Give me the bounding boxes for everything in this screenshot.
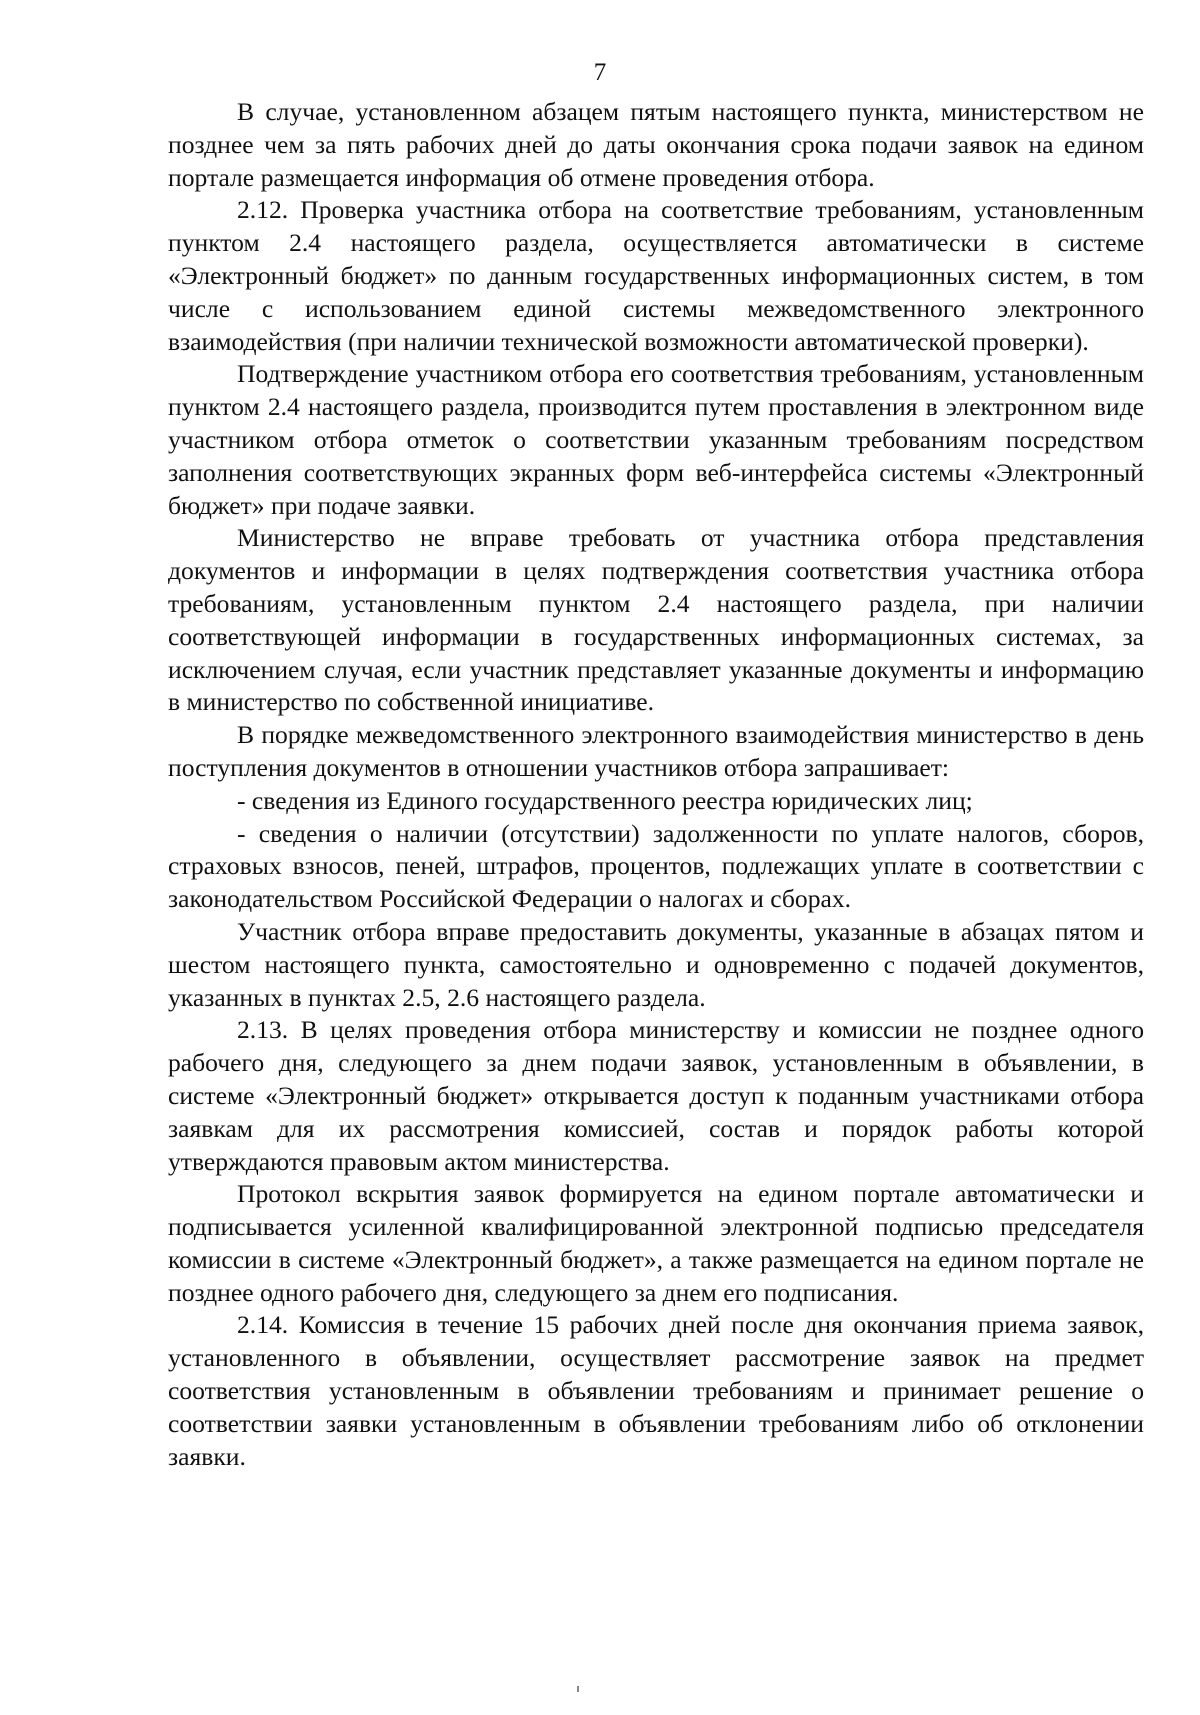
paragraph-2-14: 2.14. Комиссия в течение 15 рабочих дней после дня окончания приема заявок, установленного в объявлении, осуществляет рассмотрение заявок на предмет соответствия установленным в объявлении требованиям и принимает решение о соответствии заявки установленным в объявлении требованиям либо об отклонении заявки.	[168, 1310, 1144, 1471]
paragraph-2-12: 2.12. Проверка участника отбора на соответствие требованиям, установленным пунктом 2.4 настоящего раздела, осуществляется автоматически в системе «Электронный бюджет» по данным государственных информационных систем, в том числе с использованием единой системы межведомственного электронного взаимодействия (при наличии технической возможности автоматической проверки).	[168, 195, 1144, 356]
paragraph-2-13: 2.13. В целях проведения отбора министерству и комиссии не позднее одного рабочего дня, следующего за днем подачи заявок, установленным в объявлении, в системе «Электронный бюджет» открывается доступ к поданным участниками отбора заявкам для их рассмотрения комиссией, состав и порядок работы которой утверждаются правовым актом министерства.	[168, 1015, 1144, 1176]
paragraph-confirmation: Подтверждение участником отбора его соответствия требованиям, установленным пунктом 2.4 настоящего раздела, производится путем проставления в электронном виде участником отбора отметок о соответствии указанным требованиям посредством заполнения соответствующих экранных форм веб-интерфейса системы «Электронный бюджет» при подаче заявки.	[168, 359, 1144, 520]
paragraph-cancellation-notice: В случае, установленном абзацем пятым настоящего пункта, министерством не позднее чем за пять рабочих дней до даты окончания срока подачи заявок на едином портале размещается информация об отмене проведения отбора.	[168, 97, 1144, 192]
paragraph-ministry-restriction: Министерство не вправе требовать от участника отбора представления документов и информации в целях подтверждения соответствия участника отбора требованиям, установленным пунктом 2.4 настоящего раздела, при наличии соответствующей информации в государственных информационных системах, за исключением случая, если участник представляет указанные документы и информацию в министерство по собственной инициативе.	[168, 523, 1144, 717]
list-item-egrul: - сведения из Единого государственного реестра юридических лиц;	[237, 785, 973, 815]
scan-artifact	[577, 1686, 579, 1692]
paragraph-opening-protocol: Протокол вскрытия заявок формируется на едином портале автоматически и подписывается усиленной квалифицированной электронной подписью председателя комиссии в системе «Электронный бюджет», а также размещается на едином портале не позднее одного рабочего дня, следующего за днем его подписания.	[168, 1179, 1144, 1307]
paragraph-participant-right: Участник отбора вправе предоставить документы, указанные в абзацах пятом и шестом настоящего пункта, самостоятельно и одновременно с подачей документов, указанных в пунктах 2.5, 2.6 настоящего раздела.	[168, 916, 1144, 1012]
list-item-tax-debt: - сведения о наличии (отсутствии) задолженности по уплате налогов, сборов, страховых взносов, пеней, штрафов, процентов, подлежащих уплате в соответствии с законодательством Российской Федерации о налогах и сборах.	[168, 818, 1144, 914]
page-number: 7	[593, 59, 607, 86]
paragraph-interagency-request: В порядке межведомственного электронного взаимодействия министерство в день поступления документов в отношении участников отбора запрашивает:	[168, 720, 1144, 782]
document-body	[168, 96, 1144, 1473]
